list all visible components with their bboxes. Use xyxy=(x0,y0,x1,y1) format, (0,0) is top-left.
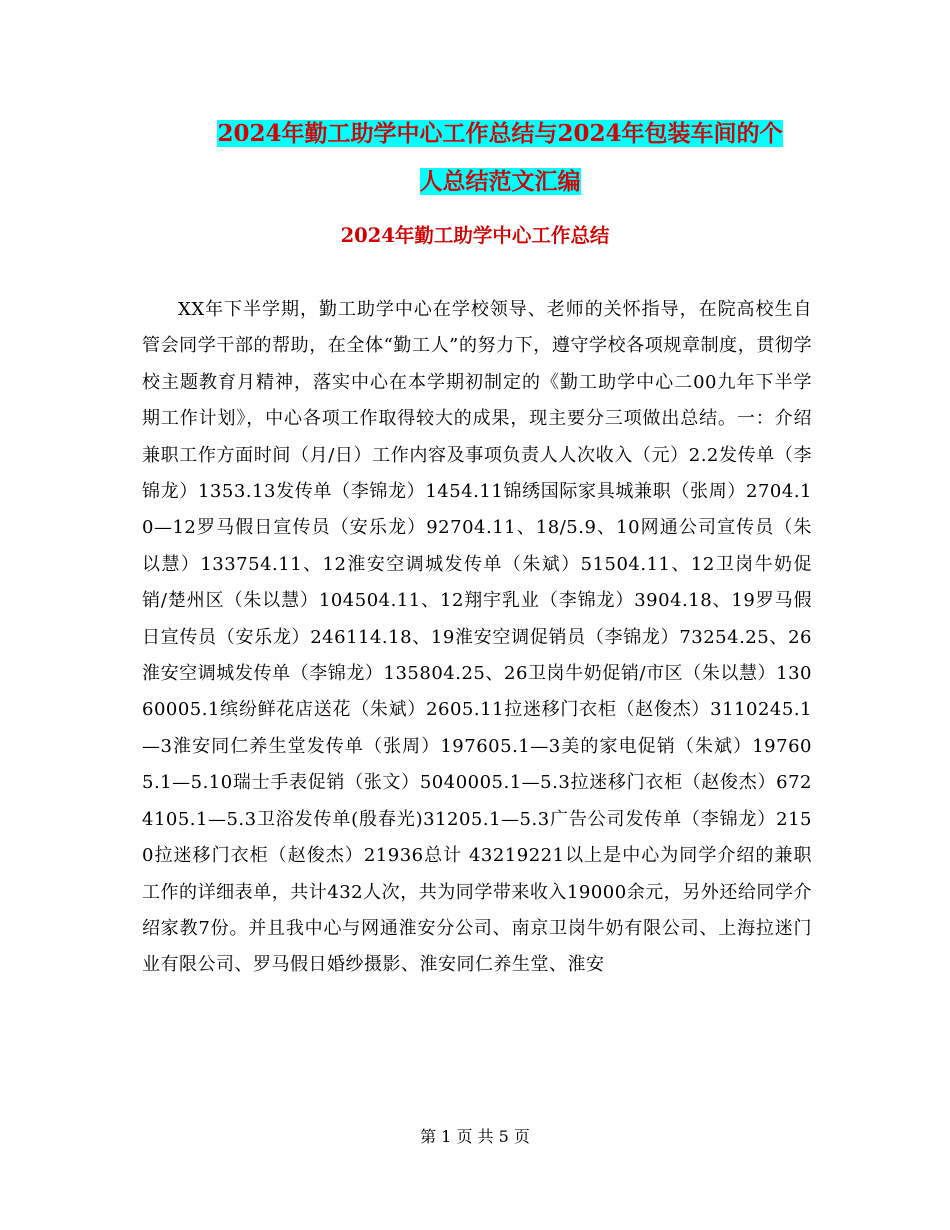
section-heading: 2024年勤工助学中心工作总结 xyxy=(340,224,610,247)
page-footer: 第 1 页 共 5 页 xyxy=(420,1127,530,1146)
document-title-line-2: 人总结范文汇编 xyxy=(419,168,581,195)
document-title-line-1: 2024年勤工助学中心工作总结与2024年包装车间的个 xyxy=(217,120,783,147)
body-paragraph: XX年下半学期，勤工助学中心在学校领导、老师的关怀指导，在院高校生自管会同学干部的帮助，在全体“勤工人”的努力下，遵守学校各项规章制度，贯彻学校主题教育月精神，落实中心在本学期初制定的《勤工助学中心二00九年下半学期工作计划》，中心各项工作取得较大的成果，现主要分三项做出总结。一：介绍兼职工作方面时间（月/日）工作内容及事项负责人人次收入（元）2.2发传单（李锦龙）1353.13发传单（李锦龙）1454.11锦绣国际家具城兼职（张周）2704.10—12罗马假日宣传员（安乐龙）92704.11、18/5.9、10网通公司宣传员（朱以慧）133754.11、12淮安空调城发传单（朱斌）51504.11、12卫岗牛奶促销/楚州区（朱以慧）104504.11、12翔宇乳业（李锦龙）3904.18、19罗马假日宣传员（安乐龙）246114.18、19淮安空调促销员（李锦龙）73254.25、26淮安空调城发传单（李锦龙）135804.25、26卫岗牛奶促销/市区（朱以慧）13060005.1缤纷鲜花店送花（朱斌）2605.11拉迷移门衣柜（赵俊杰）3110245.1—3淮安同仁养生堂发传单（张周）197605.1—3美的家电促销（朱斌）197605.1—5.10瑞士手表促销（张文）5040005.1—5.3拉迷移门衣柜（赵俊杰）6724105.1—5.3卫浴发传单(殷春光)31205.1—5.3广告公司发传单（李锦龙）2150拉迷移门衣柜（赵俊杰）21936总计 43219221以上是中心为同学介绍的兼职工作的详细表单，共计432人次，共为同学带来收入19000余元，另外还给同学介绍家教7份。并且我中心与网通淮安分公司、南京卫岗牛奶有限公司、上海拉迷门业有限公司、罗马假日婚纱摄影、淮安同仁养生堂、淮安 xyxy=(142,299,812,976)
document-title xyxy=(120,110,880,206)
